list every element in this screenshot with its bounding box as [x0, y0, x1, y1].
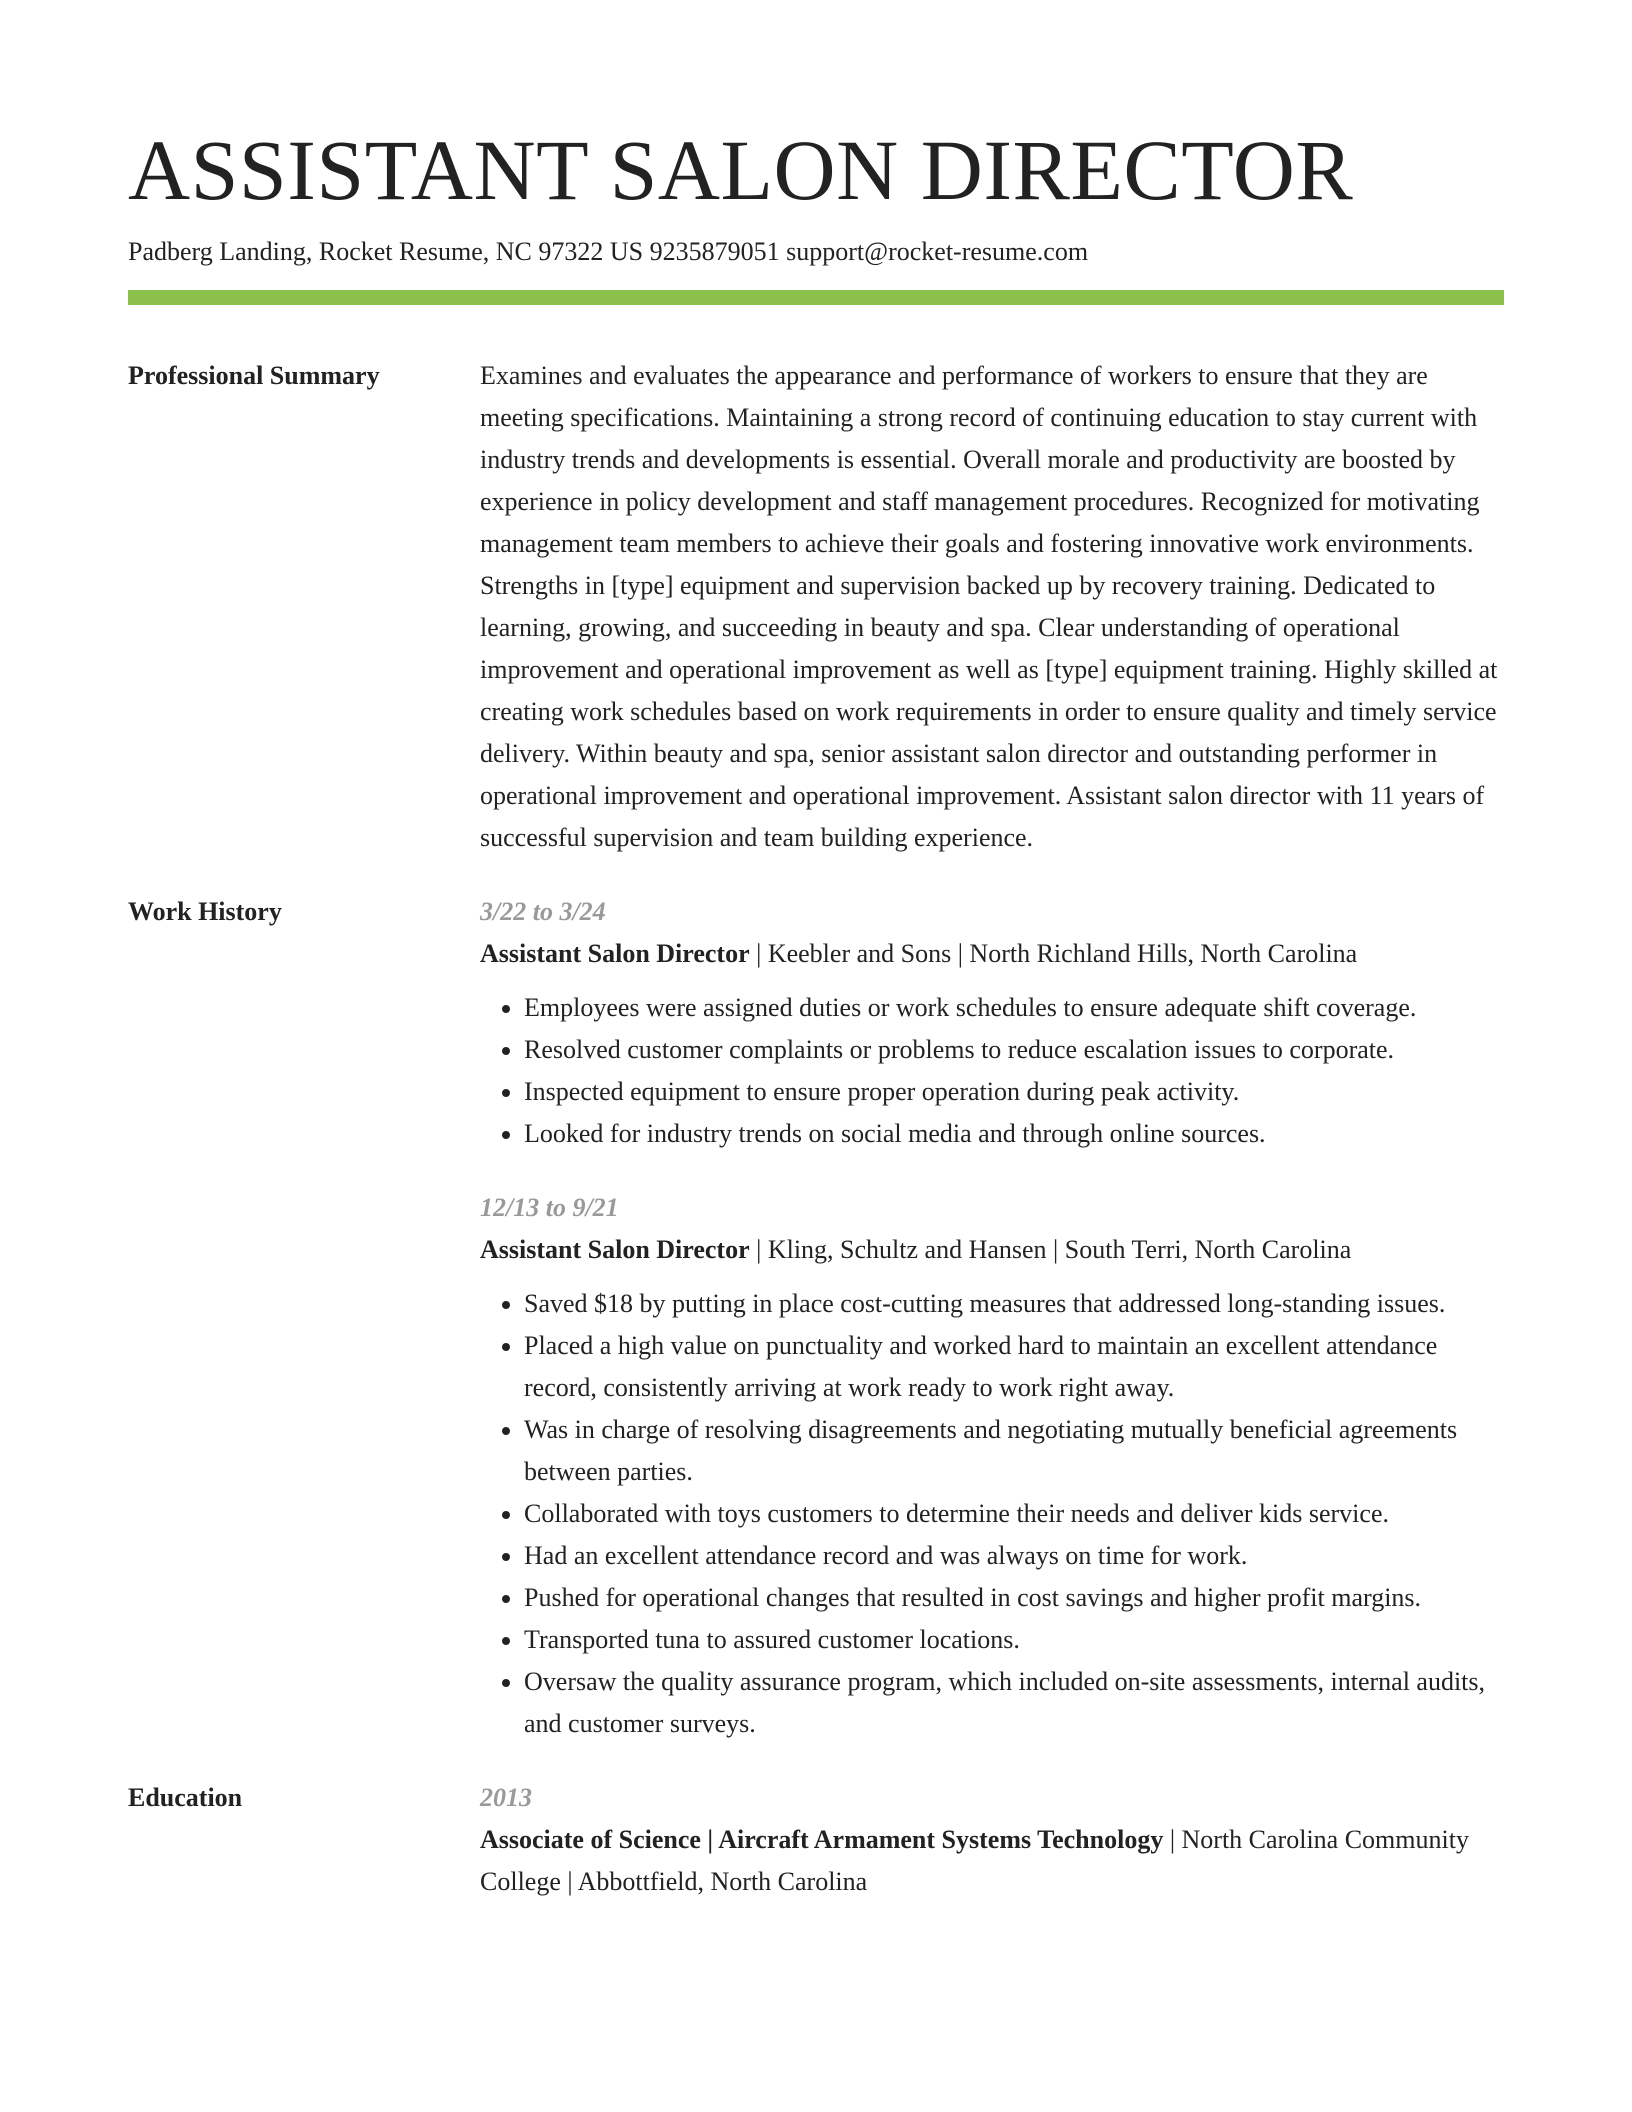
job-entry — [480, 891, 1504, 1155]
job-dates: 12/13 to 9/21 — [480, 1193, 619, 1222]
list-item: • Employees were assigned duties or work schedules to ensure adequate shift coverage. — [524, 987, 1504, 1029]
list-item: • Resolved customer complaints or problems to reduce escalation issues to corporate. — [524, 1029, 1504, 1071]
list-item: • Oversaw the quality assurance program, which included on-site assessments, internal audits, and customer surveys. — [524, 1661, 1504, 1745]
list-item: • Looked for industry trends on social media and through online sources. — [524, 1113, 1504, 1155]
list-item: • Pushed for operational changes that resulted in cost savings and higher profit margins. — [524, 1577, 1504, 1619]
job-bullets — [480, 1283, 1504, 1745]
job-heading — [480, 1229, 1504, 1271]
job-details: | Kling, Schultz and Hansen | South Terri, North Carolina — [749, 1235, 1352, 1264]
education-entry — [480, 1819, 1504, 1903]
list-item: • Placed a high value on punctuality and worked hard to maintain an excellent attendance record, consistently arriving at work ready to work right away. — [524, 1325, 1504, 1409]
list-item: • Collaborated with toys customers to determine their needs and deliver kids service. — [524, 1493, 1504, 1535]
education-details: | North Carolina Community College | Abbottfield, North Carolina — [480, 1825, 1469, 1896]
list-item: • Was in charge of resolving disagreements and negotiating mutually beneficial agreements between parties. — [524, 1409, 1504, 1493]
job-title: Assistant Salon Director — [480, 1235, 750, 1264]
resume-title: ASSISTANT SALON DIRECTOR — [128, 122, 1354, 218]
resume-page — [128, 118, 1504, 1903]
education-label: Education — [128, 1783, 243, 1812]
education-degree: Associate of Science | Aircraft Armament Systems Technology — [480, 1825, 1164, 1854]
header-divider — [128, 290, 1504, 305]
education-year: 2013 — [480, 1783, 532, 1812]
job-bullets — [480, 987, 1504, 1155]
education-body — [480, 1777, 1504, 1903]
job-title: Assistant Salon Director — [480, 939, 750, 968]
summary-text: Examines and evaluates the appearance and performance of workers to ensure that they are meeting specifications. Maintaining a strong record of continuing education to stay current with industry trends and developments is essential. Overall morale and productivity are boosted by experience in policy development and staff management procedures. Recognized for motivating management team members to achieve their goals and fostering innovative work environments. Strengths in [type] equipment and supervision backed up by recovery training. Dedicated to learning, growing, and succeeding in beauty and spa. Clear understanding of operational improvement and operational improvement as well as [type] equipment training. Highly skilled at creating work schedules based on work requirements in order to ensure quality and timely service delivery. Within beauty and spa, senior assistant salon director and outstanding performer in operational improvement and operational improvement. Assistant salon director with 11 years of successful supervision and team building experience. — [480, 361, 1498, 852]
list-item: • Had an excellent attendance record and was always on time for work. — [524, 1535, 1504, 1577]
summary-body — [480, 355, 1504, 859]
work-history-label: Work History — [128, 897, 282, 926]
contact-line: Padberg Landing, Rocket Resume, NC 97322 US 9235879051 support@rocket-resume.com — [128, 237, 1089, 266]
education-section — [128, 1777, 1504, 1903]
job-details: | Keebler and Sons | North Richland Hills, North Carolina — [749, 939, 1358, 968]
summary-section — [128, 355, 1504, 859]
job-dates: 3/22 to 3/24 — [480, 897, 606, 926]
work-history-section — [128, 891, 1504, 1745]
job-heading — [480, 933, 1504, 975]
list-item: • Saved $18 by putting in place cost-cutting measures that addressed long-standing issues. — [524, 1283, 1504, 1325]
work-history-body — [480, 891, 1504, 1745]
list-item: • Transported tuna to assured customer locations. — [524, 1619, 1504, 1661]
job-entry — [480, 1187, 1504, 1745]
list-item: • Inspected equipment to ensure proper operation during peak activity. — [524, 1071, 1504, 1113]
summary-label: Professional Summary — [128, 361, 380, 390]
